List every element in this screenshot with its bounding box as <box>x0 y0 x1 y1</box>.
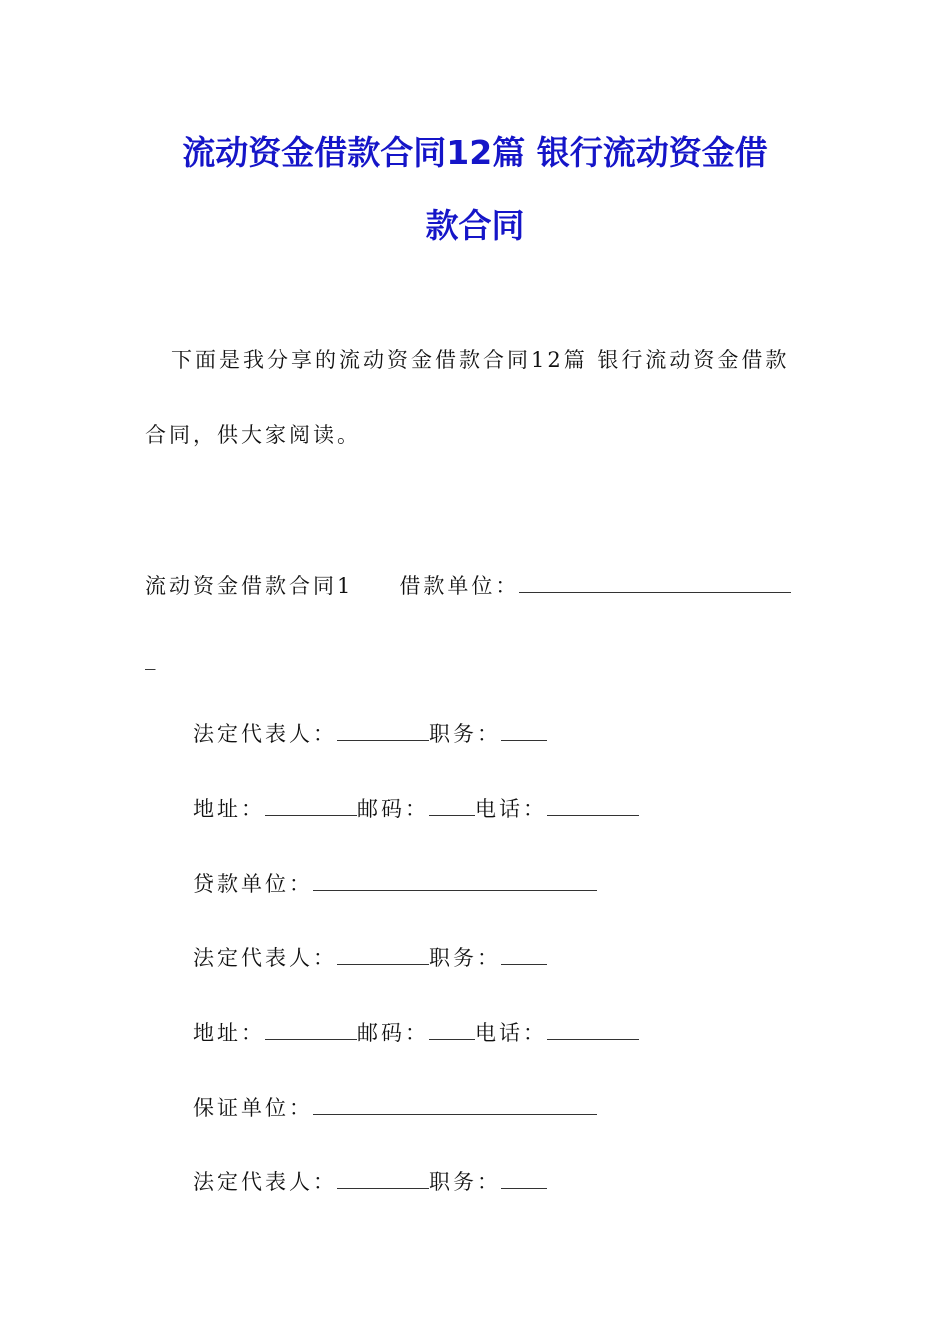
address-label: 地址： <box>193 1021 265 1045</box>
phone-blank <box>547 796 639 816</box>
phone-label: 电话： <box>475 797 547 821</box>
lender-label: 贷款单位： <box>193 872 313 896</box>
guarantor-row <box>193 1095 597 1119</box>
position-label: 职务： <box>429 722 501 746</box>
borrower-label: 借款单位： <box>399 574 520 598</box>
address-label: 地址： <box>193 797 265 821</box>
borrower-legal-rep-row <box>193 721 547 745</box>
postcode-blank <box>429 1020 475 1040</box>
lender-address-row <box>193 1020 639 1044</box>
phone-blank <box>547 1020 639 1040</box>
guarantor-blank <box>313 1095 597 1115</box>
document-title-line-1: 流动资金借款合同12篇 银行流动资金借 <box>182 133 768 172</box>
contract-1-heading-row <box>145 573 791 597</box>
intro-line-1: 下面是我分享的流动资金借款合同12篇 银行流动资金借款 <box>171 348 790 372</box>
postcode-label: 邮码： <box>357 797 429 821</box>
document-title-line-2: 款合同 <box>425 206 525 245</box>
position-blank <box>501 1169 547 1189</box>
position-blank <box>501 945 547 965</box>
postcode-blank <box>429 796 475 816</box>
postcode-label: 邮码： <box>357 1021 429 1045</box>
legal-rep-blank <box>337 1169 429 1189</box>
legal-rep-label: 法定代表人： <box>193 1170 337 1194</box>
legal-rep-blank <box>337 945 429 965</box>
legal-rep-label: 法定代表人： <box>193 946 337 970</box>
legal-rep-blank <box>337 721 429 741</box>
intro-line-2: 合同，供大家阅读。 <box>145 423 361 447</box>
borrower-address-row <box>193 796 639 820</box>
address-blank <box>265 796 357 816</box>
guarantor-label: 保证单位： <box>193 1096 313 1120</box>
lender-legal-rep-row <box>193 945 547 969</box>
borrower-blank-continuation: _ <box>145 646 156 670</box>
lender-blank <box>313 871 597 891</box>
contract-1-heading: 流动资金借款合同1 <box>145 574 354 598</box>
guarantor-legal-rep-row <box>193 1169 547 1193</box>
phone-label: 电话： <box>475 1021 547 1045</box>
address-blank <box>265 1020 357 1040</box>
position-blank <box>501 721 547 741</box>
position-label: 职务： <box>429 946 501 970</box>
position-label: 职务： <box>429 1170 501 1194</box>
borrower-blank <box>519 573 791 593</box>
lender-row <box>193 871 597 895</box>
legal-rep-label: 法定代表人： <box>193 722 337 746</box>
